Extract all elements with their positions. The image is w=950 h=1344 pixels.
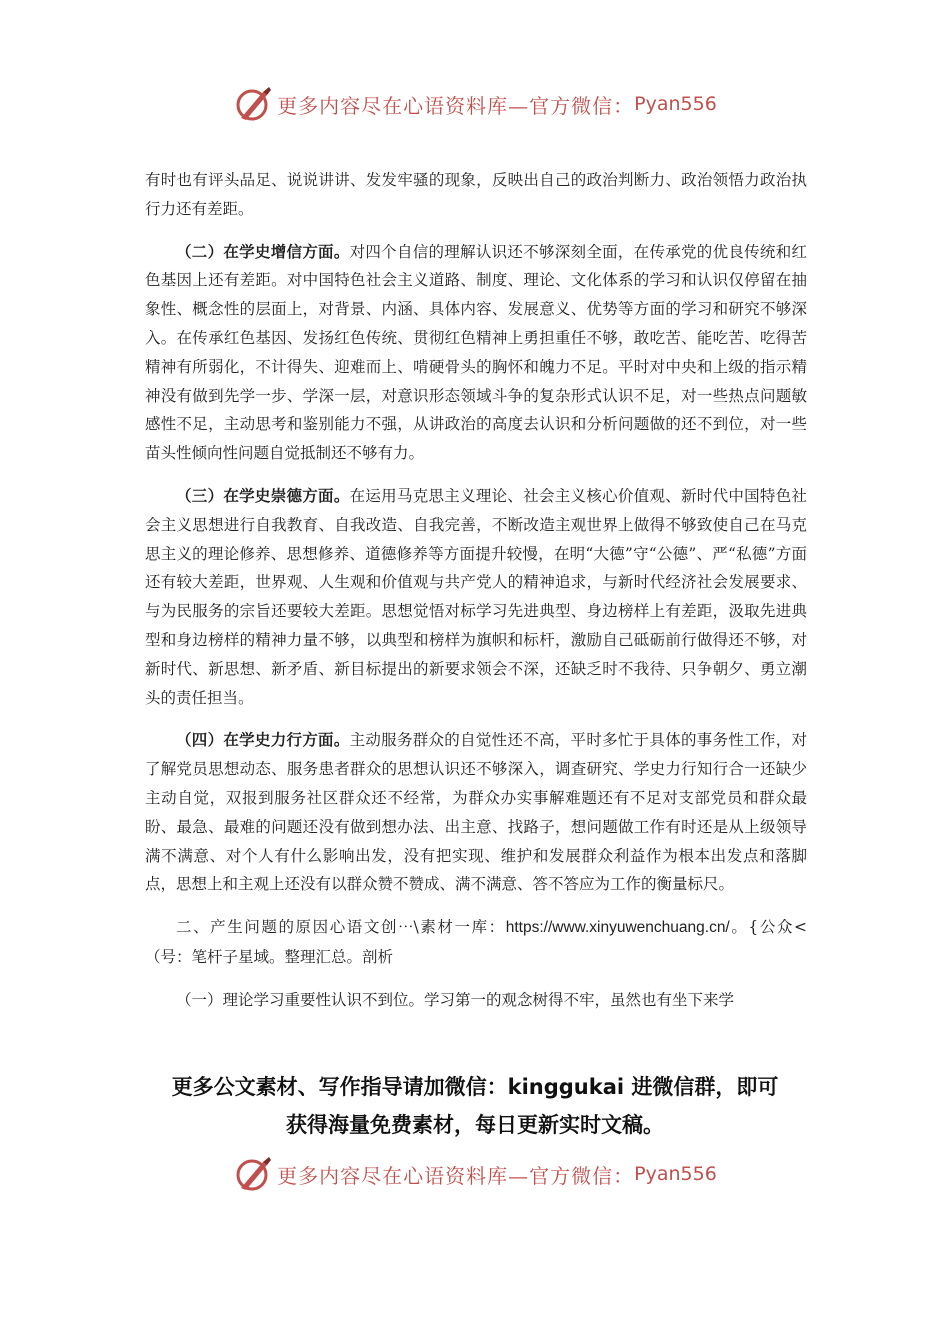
promo-notice — [120, 1068, 830, 1144]
footer-watermark-banner — [0, 1152, 950, 1196]
section-body-xing: 主动服务群众的自觉性还不高，平时多忙于具体的事务性工作，对了解党员思想动态、服务患者群众的思想认识还不够深入，调查研究、学史力行知行合一还缺少主动自觉，双报到服务社区群众还不经常，为群众办实事解难题还有不足对支部党员和群众最盼、最急、最难的问题还没有做到想办法、出主意、找路子，想问题做工作有时还是从上级领导满不满意、对个人有什么影响出发，没有把实现、维护和发展群众利益作为根本出发点和落脚点，思想上和主观上还没有以群众赞不赞成、满不满意、答不答应为工作的衡量标尺。 — [145, 731, 807, 894]
causes-heading: 二、产生问题的原因心语文创⋯\素材一库： — [176, 918, 506, 937]
paragraph-xin — [145, 238, 807, 468]
banner-wechat-handle: Pyan556 — [634, 93, 717, 115]
pen-logo-icon — [233, 84, 273, 124]
causes-heading-tail: 。{公众<（号：笔杆子星域。整理汇总。剖析 — [145, 918, 807, 966]
paragraph-de — [145, 482, 807, 712]
banner-text: 更多内容尽在心语资料库—官方微信： — [277, 93, 635, 118]
section-heading-xing: （四）在学史力行方面。 — [176, 730, 350, 750]
document-body — [145, 166, 807, 1029]
paragraph-xing — [145, 726, 807, 899]
section-body-xin: 对四个自信的理解认识还不够深刻全面，在传承党的优良传统和红色基因上还有差距。对中国特色社会主义道路、制度、理论、文化体系的学习和认识仅停留在抽象性、概念性的层面上，对背景、内涵、具体内容、发展意义、优势等方面的学习和研究不够深入。在传承红色基因、发扬红色传统、贯彻红色精神上勇担重任不够，敢吃苦、能吃苦、吃得苦精神有所弱化，不计得失、迎难而上、啃硬骨头的胸怀和魄力不足。平时对中央和上级的指示精神没有做到先学一步、学深一层，对意识形态领域斗争的复杂形式认识不足，对一些热点问题敏感性不足，主动思考和鉴别能力不强，从讲政治的高度去认识和分析问题做的还不到位，对一些苗头性倾向性问题自觉抵制还不够有力。 — [145, 242, 807, 463]
promo-line-2: 获得海量免费素材，每日更新实时文稿。 — [286, 1113, 664, 1137]
section-heading-xin: （二）在学史增信方面。 — [176, 241, 350, 261]
section-heading-de: （三）在学史崇德方面。 — [176, 485, 350, 505]
paragraph-continued: 有时也有评头品足、说说讲讲、发发牢骚的现象，反映出自己的政治判断力、政治领悟力政治执行力还有差距。 — [145, 171, 807, 218]
promo-line-1: 更多公文素材、写作指导请加微信：kinggukai 进微信群，即可 — [171, 1075, 779, 1099]
banner-wechat-handle: Pyan556 — [634, 1163, 717, 1185]
banner-text: 更多内容尽在心语资料库—官方微信： — [277, 1163, 635, 1188]
header-watermark-banner — [0, 82, 950, 126]
source-url-link[interactable]: https://www.xinyuwenchuang.cn/ — [505, 919, 730, 937]
section-body-de: 在运用马克思主义理论、社会主义核心价值观、新时代中国特色社会主义思想进行自我教育、自我改造、自我完善，不断改造主观世界上做得不够致使自己在马克思主义的理论修养、思想修养、道德修养等方面提升较慢，在明“大德”守“公德”、严“私德”方面还有较大差距，世界观、人生观和价值观与共产党人的精神追求，与新时代经济社会发展要求、与为民服务的宗旨还要较大差距。思想觉悟对标学习先进典型、身边榜样上有差距，汲取先进典型和身边榜样的精神力量不够，以典型和榜样为旗帜和标杆，激励自己砥砺前行做得还不够，对新时代、新思想、新矛盾、新目标提出的新要求领会不深，还缺乏时不我待、只争朝夕、勇立潮头的责任担当。 — [145, 486, 807, 707]
pen-logo-icon — [233, 1154, 273, 1194]
paragraph-causes — [145, 913, 807, 972]
paragraph-theory: （一）理论学习重要性认识不到位。学习第一的观念树得不牢，虽然也有坐下来学 — [176, 990, 735, 1009]
